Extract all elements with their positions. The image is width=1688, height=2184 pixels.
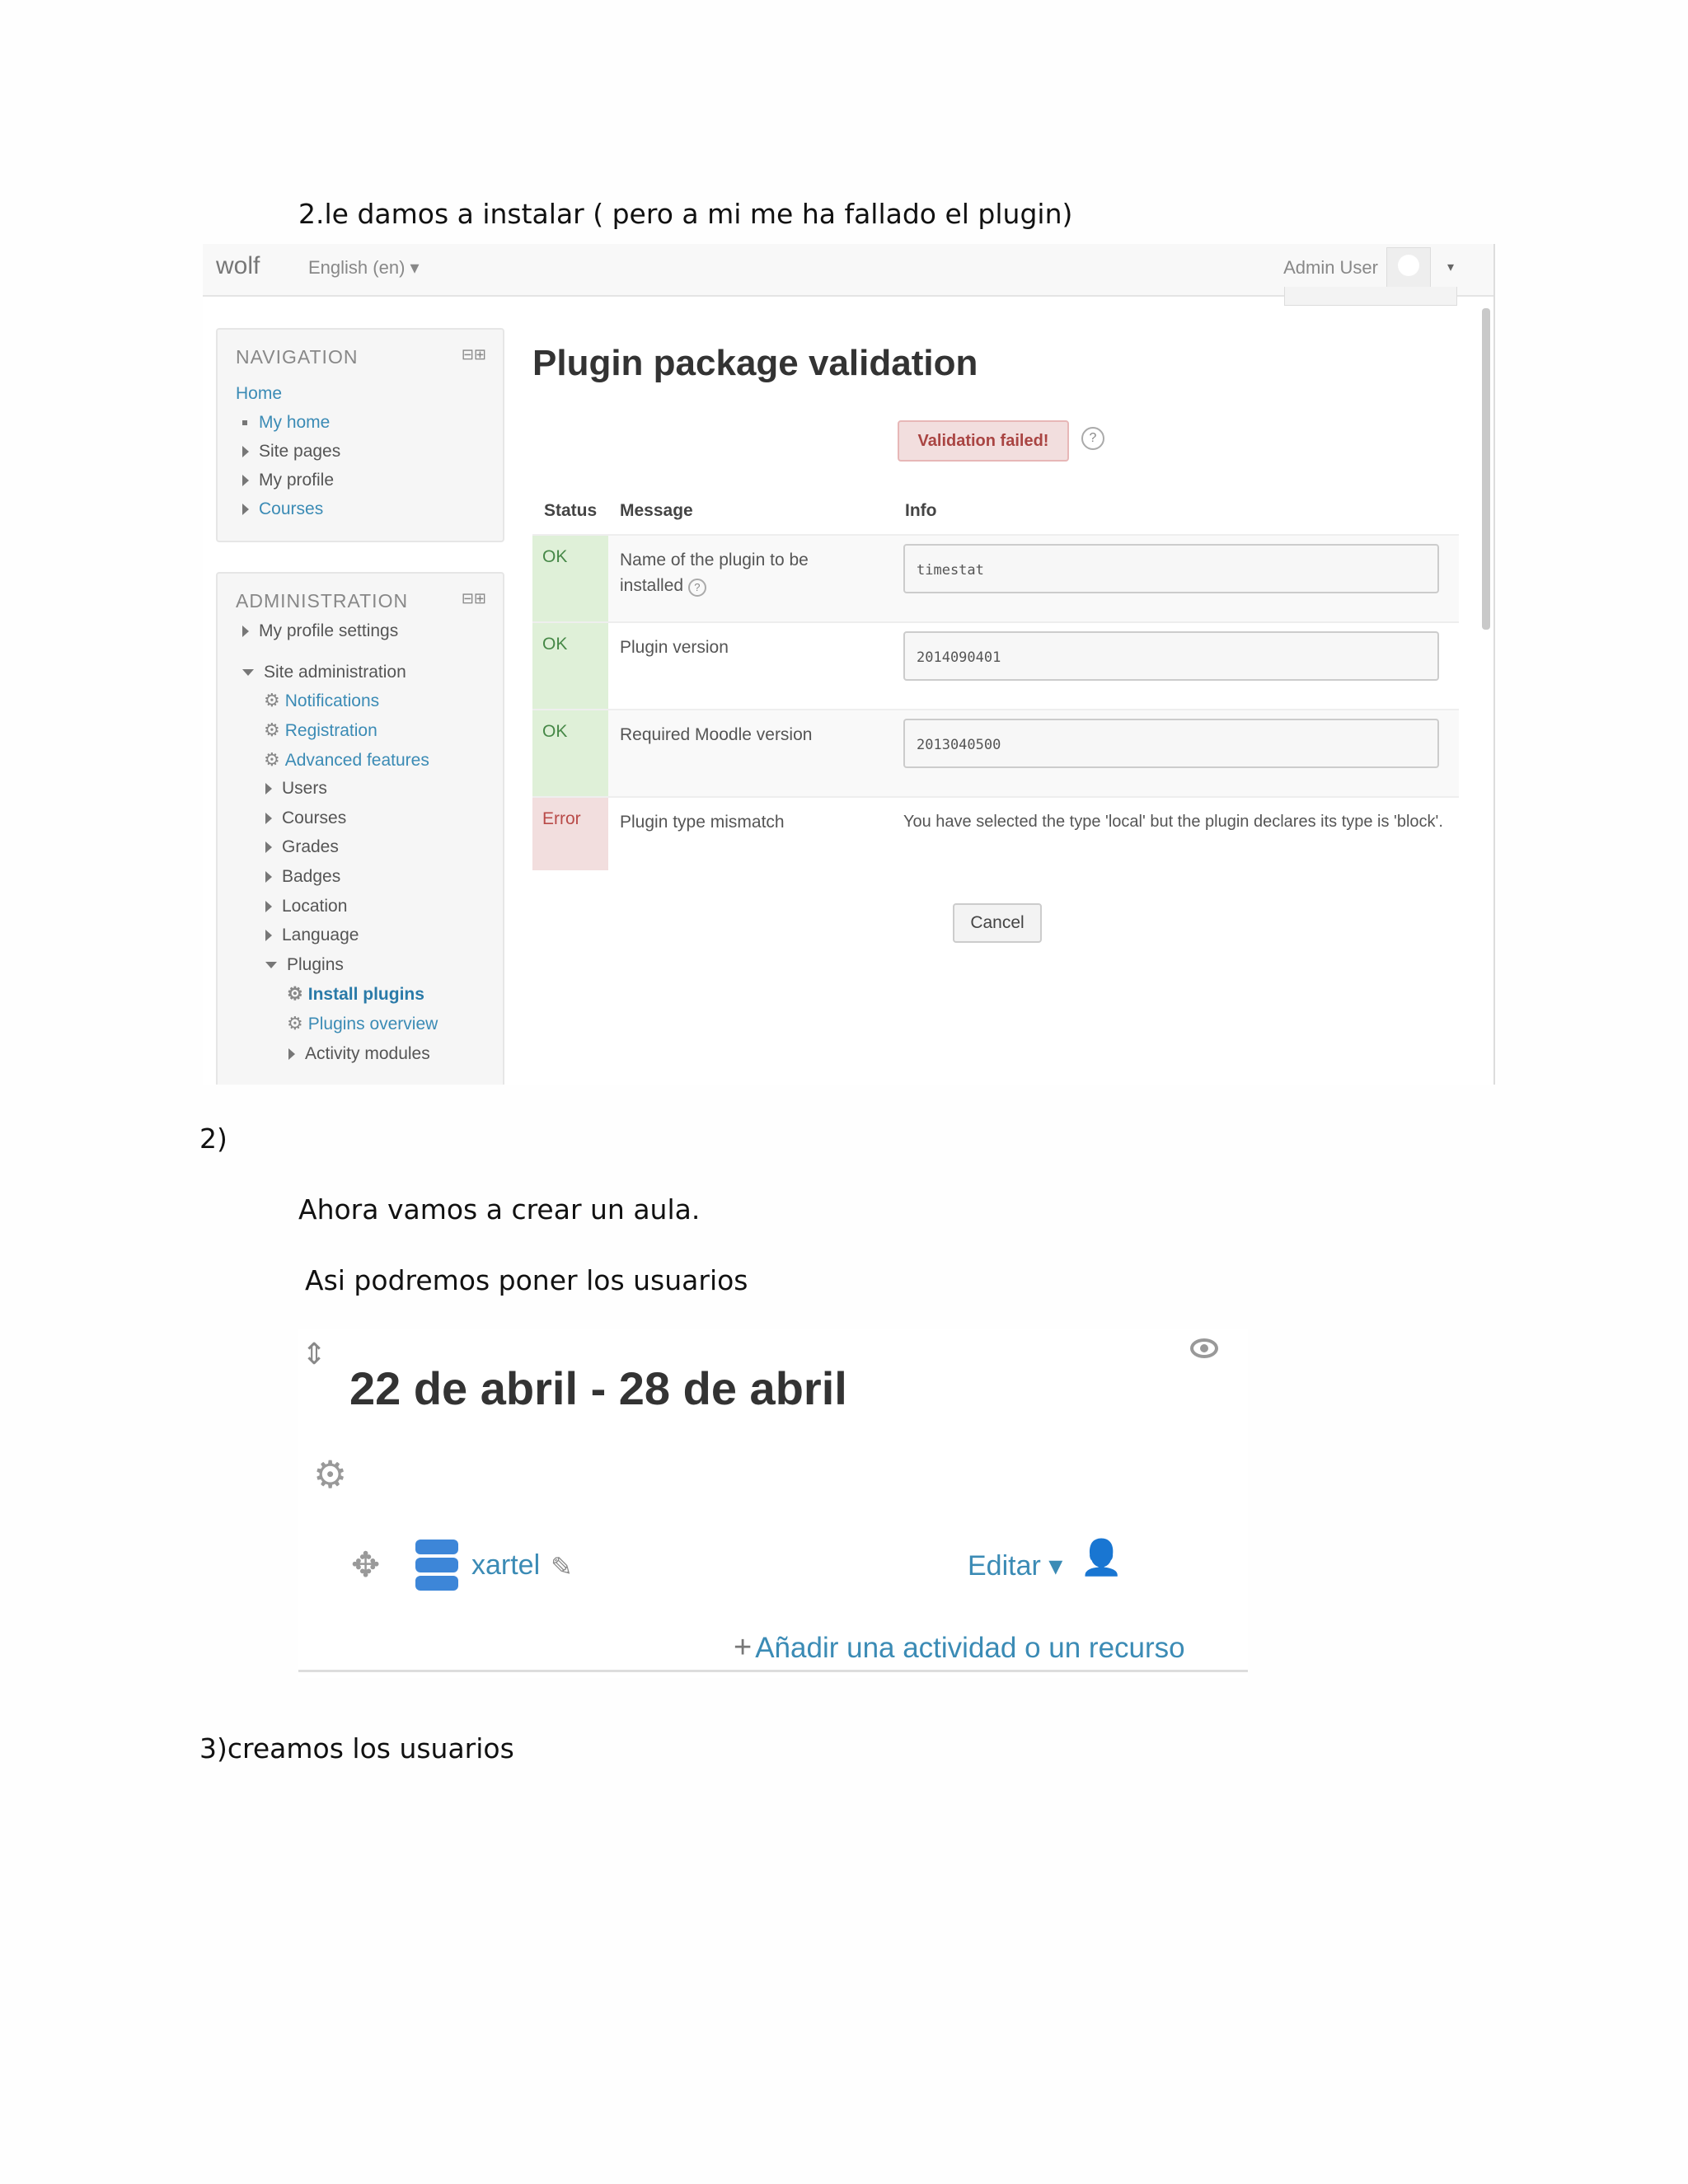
user-icon[interactable]: 👤: [1080, 1538, 1123, 1577]
expand-arrow-icon: [265, 813, 272, 824]
admin-location[interactable]: Location: [265, 897, 347, 916]
admin-plugins[interactable]: Plugins: [265, 955, 344, 975]
validation-failed-badge: Validation failed!: [898, 420, 1069, 462]
admin-users[interactable]: Users: [265, 779, 327, 799]
status-cell: OK: [532, 623, 608, 710]
nav-my-home[interactable]: My home: [242, 413, 330, 433]
status-cell: Error: [532, 798, 608, 870]
course-section-screenshot: [298, 1329, 1248, 1678]
admin-plugins-overview[interactable]: ⚙ Plugins overview: [287, 1013, 438, 1033]
admin-install-plugins[interactable]: ⚙ Install plugins: [287, 983, 424, 1004]
page-title: Plugin package validation: [532, 343, 978, 383]
step2-line1: Ahora vamos a crear un aula.: [298, 1193, 701, 1226]
message-cell: Plugin type mismatch: [620, 813, 785, 832]
table-row: [532, 621, 1459, 710]
step2-line2: Asi podremos poner los usuarios: [305, 1264, 748, 1296]
language-menu[interactable]: English (en) ▾: [308, 257, 420, 278]
activity-link[interactable]: xartel: [471, 1549, 541, 1581]
expand-arrow-icon: [265, 841, 272, 853]
expand-arrow-icon: [242, 446, 249, 457]
pencil-icon[interactable]: ✎: [551, 1552, 573, 1582]
scrollbar[interactable]: [1482, 308, 1490, 630]
expand-arrow-icon: [242, 626, 249, 637]
expand-arrow-icon: [265, 783, 272, 794]
table-row: [532, 709, 1459, 798]
navigation-block: [216, 328, 504, 542]
admin-courses[interactable]: Courses: [265, 808, 346, 828]
block-controls-icon[interactable]: ⊟⊞: [461, 590, 486, 607]
gear-icon: ⚙: [264, 719, 280, 740]
admin-badges[interactable]: Badges: [265, 867, 340, 887]
plugin-validation-screenshot: [203, 244, 1495, 1085]
gear-icon: ⚙: [264, 749, 280, 770]
divider: [298, 1670, 1248, 1672]
edit-menu[interactable]: Editar ▾: [968, 1550, 1063, 1582]
message-cell: Name of the plugin to be installed ?: [620, 551, 809, 595]
expand-arrow-icon: [242, 504, 249, 515]
column-header-status: Status: [544, 501, 598, 520]
help-icon[interactable]: ?: [688, 579, 706, 597]
navigation-title: NAVIGATION: [236, 346, 359, 368]
add-activity-link[interactable]: + Añadir una actividad o un recurso: [734, 1630, 1185, 1665]
expand-arrow-icon: [288, 1048, 295, 1060]
info-text: You have selected the type 'local' but the plugin declares its type is 'block'.: [903, 813, 1443, 831]
bullet-icon: [242, 420, 247, 425]
admin-grades[interactable]: Grades: [265, 837, 339, 857]
plus-icon: +: [734, 1630, 753, 1665]
nav-courses[interactable]: Courses: [242, 499, 323, 519]
expand-arrow-icon: [265, 901, 272, 912]
expand-arrow-icon: [265, 930, 272, 941]
gear-icon: ⚙: [287, 983, 303, 1004]
nav-site-pages[interactable]: Site pages: [242, 442, 340, 462]
status-cell: OK: [532, 536, 608, 623]
nav-home[interactable]: Home: [236, 384, 283, 403]
step3-label: 3)creamos los usuarios: [199, 1732, 514, 1765]
admin-activity-modules[interactable]: Activity modules: [288, 1044, 430, 1064]
info-field: 2013040500: [903, 719, 1439, 768]
table-row: [532, 534, 1459, 623]
move-icon[interactable]: ✥: [351, 1545, 381, 1584]
expand-arrow-icon: [265, 871, 272, 883]
collapse-arrow-icon: [242, 669, 254, 676]
admin-advanced-features[interactable]: ⚙ Advanced features: [264, 749, 429, 770]
step-install-text: 2.le damos a instalar ( pero a mi me ha fallado el plugin): [298, 198, 1073, 230]
gear-icon: ⚙: [264, 690, 280, 710]
top-button-edge: [1284, 287, 1457, 306]
admin-site-administration[interactable]: Site administration: [242, 663, 406, 682]
column-header-info: Info: [905, 501, 937, 520]
database-icon: [415, 1540, 458, 1592]
avatar[interactable]: [1386, 247, 1431, 292]
user-name[interactable]: Admin User: [1283, 257, 1378, 278]
site-brand[interactable]: wolf: [216, 252, 260, 279]
admin-language[interactable]: Language: [265, 926, 359, 945]
week-title: 22 de abril - 28 de abril: [349, 1362, 847, 1414]
nav-my-profile[interactable]: My profile: [242, 471, 334, 490]
table-row: [532, 796, 1459, 870]
status-cell: OK: [532, 710, 608, 798]
info-field: timestat: [903, 544, 1439, 593]
info-field: 2014090401: [903, 631, 1439, 681]
admin-registration[interactable]: ⚙ Registration: [264, 719, 377, 740]
eye-icon[interactable]: [1190, 1338, 1218, 1358]
collapse-arrow-icon: [265, 962, 277, 968]
help-icon[interactable]: ?: [1081, 427, 1104, 450]
administration-block: [216, 572, 504, 1085]
message-cell: Required Moodle version: [620, 725, 813, 744]
step2-label: 2): [199, 1122, 227, 1155]
gear-icon[interactable]: ⚙: [313, 1453, 348, 1496]
user-menu-caret[interactable]: ▾: [1447, 260, 1454, 274]
admin-notifications[interactable]: ⚙ Notifications: [264, 690, 380, 710]
administration-title: ADMINISTRATION: [236, 590, 409, 612]
gear-icon: ⚙: [287, 1013, 303, 1033]
admin-profile-settings[interactable]: My profile settings: [242, 621, 398, 641]
expand-arrow-icon: [242, 475, 249, 486]
cancel-button[interactable]: Cancel: [953, 903, 1042, 943]
column-header-message: Message: [620, 501, 693, 520]
block-controls-icon[interactable]: ⊟⊞: [461, 346, 486, 363]
message-cell: Plugin version: [620, 638, 729, 657]
drag-handle-icon[interactable]: ⇕: [302, 1337, 327, 1371]
